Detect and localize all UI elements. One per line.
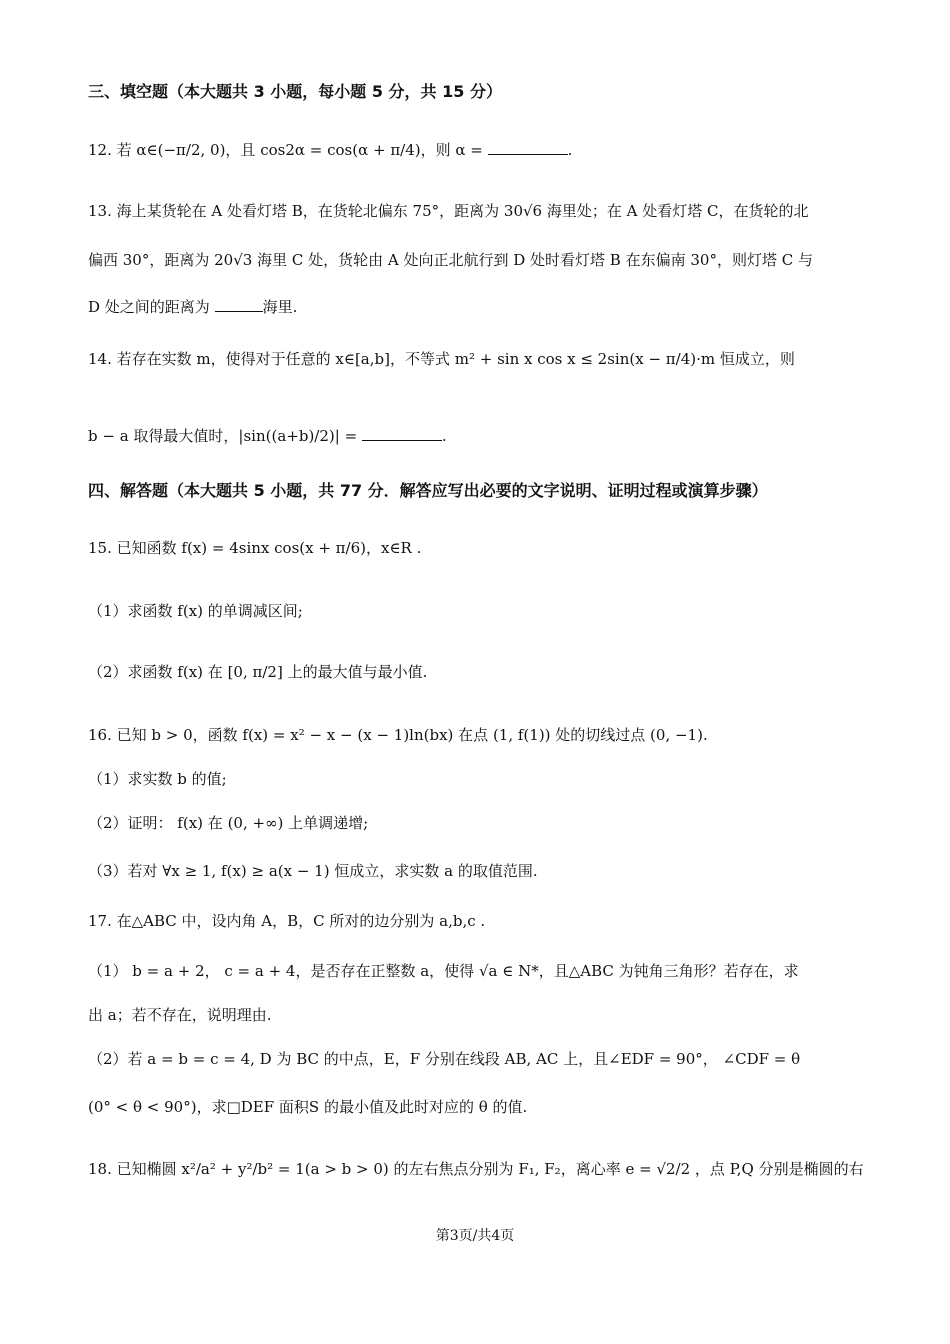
question-14-line-2 (88, 424, 447, 446)
question-14-line-2-pre: b − a 取得最大值时，|sin((a+b)/2)| = (88, 427, 358, 445)
question-14-line-1: 14. 若存在实数 m，使得对于任意的 x∈[a,b]，不等式 m² + sin x cos x ≤ 2sin(x − π/4)·m 恒成立，则 (88, 350, 795, 368)
question-17-part-1-line-1: （1） b = a + 2， c = a + 4，是否存在正整数 a，使得 √a ∈ N*，且△ABC 为钝角三角形？若存在，求 (88, 962, 799, 980)
question-15-part-2: （2）求函数 f(x) 在 [0, π/2] 上的最大值与最小值. (88, 663, 428, 681)
section-answer-heading: 四、解答题（本大题共 5 小题，共 77 分．解答应写出必要的文字说明、证明过程或演算步骤） (88, 481, 768, 500)
question-15-stem: 15. 已知函数 f(x) = 4sinx cos(x + π/6)，x∈R . (88, 539, 422, 557)
question-12 (88, 138, 572, 160)
answer-blank (488, 138, 568, 155)
question-17-part-2-line-2: (0° < θ < 90°)，求□DEF 面积S 的最小值及此时对应的 θ 的值. (88, 1098, 528, 1116)
question-13-line-3-post: 海里. (262, 298, 298, 316)
page-footer: 第3页/共4页 (435, 1228, 515, 1244)
question-17-part-2-line-1: （2）若 a = b = c = 4, D 为 BC 的中点，E，F 分别在线段 AB, AC 上，且∠EDF = 90°， ∠CDF = θ (88, 1050, 801, 1068)
question-16-part-3: （3）若对 ∀x ≥ 1, f(x) ≥ a(x − 1) 恒成立，求实数 a 的取值范围. (88, 862, 538, 880)
question-13-line-1: 13. 海上某货轮在 A 处看灯塔 B，在货轮北偏东 75°，距离为 30√6 海里处；在 A 处看灯塔 C，在货轮的北 (88, 202, 809, 220)
question-13-line-3 (88, 295, 297, 317)
question-15-part-1: （1）求函数 f(x) 的单调减区间; (88, 602, 303, 620)
question-16-part-2: （2）证明： f(x) 在 (0, +∞) 上单调递增; (88, 814, 369, 832)
answer-blank (362, 424, 442, 441)
question-18-stem: 18. 已知椭圆 x²/a² + y²/b² = 1(a > b > 0) 的左右焦点分别为 F₁, F₂，离心率 e = √2/2 ，点 P,Q 分别是椭圆的右 (88, 1160, 864, 1178)
section-fill-in-heading: 三、填空题（本大题共 3 小题，每小题 5 分，共 15 分） (88, 82, 502, 101)
question-17-part-1-line-2: 出 a；若不存在，说明理由. (88, 1006, 272, 1024)
question-16-stem: 16. 已知 b > 0，函数 f(x) = x² − x − (x − 1)ln(bx) 在点 (1, f(1)) 处的切线过点 (0, −1). (88, 726, 708, 744)
question-14-line-2-post: . (441, 427, 447, 445)
question-13-line-2: 偏西 30°，距离为 20√3 海里 C 处，货轮由 A 处向正北航行到 D 处时看灯塔 B 在东偏南 30°，则灯塔 C 与 (88, 251, 813, 269)
question-13-line-3-pre: D 处之间的距离为 (88, 298, 210, 316)
answer-blank (215, 295, 263, 312)
question-17-stem: 17. 在△ABC 中，设内角 A，B，C 所对的边分别为 a,b,c . (88, 912, 486, 930)
question-12-end: . (567, 141, 573, 159)
question-16-part-1: （1）求实数 b 的值; (88, 770, 227, 788)
question-12-text: 12. 若 α∈(−π/2, 0)，且 cos2α = cos(α + π/4)，则 α = (88, 141, 483, 159)
